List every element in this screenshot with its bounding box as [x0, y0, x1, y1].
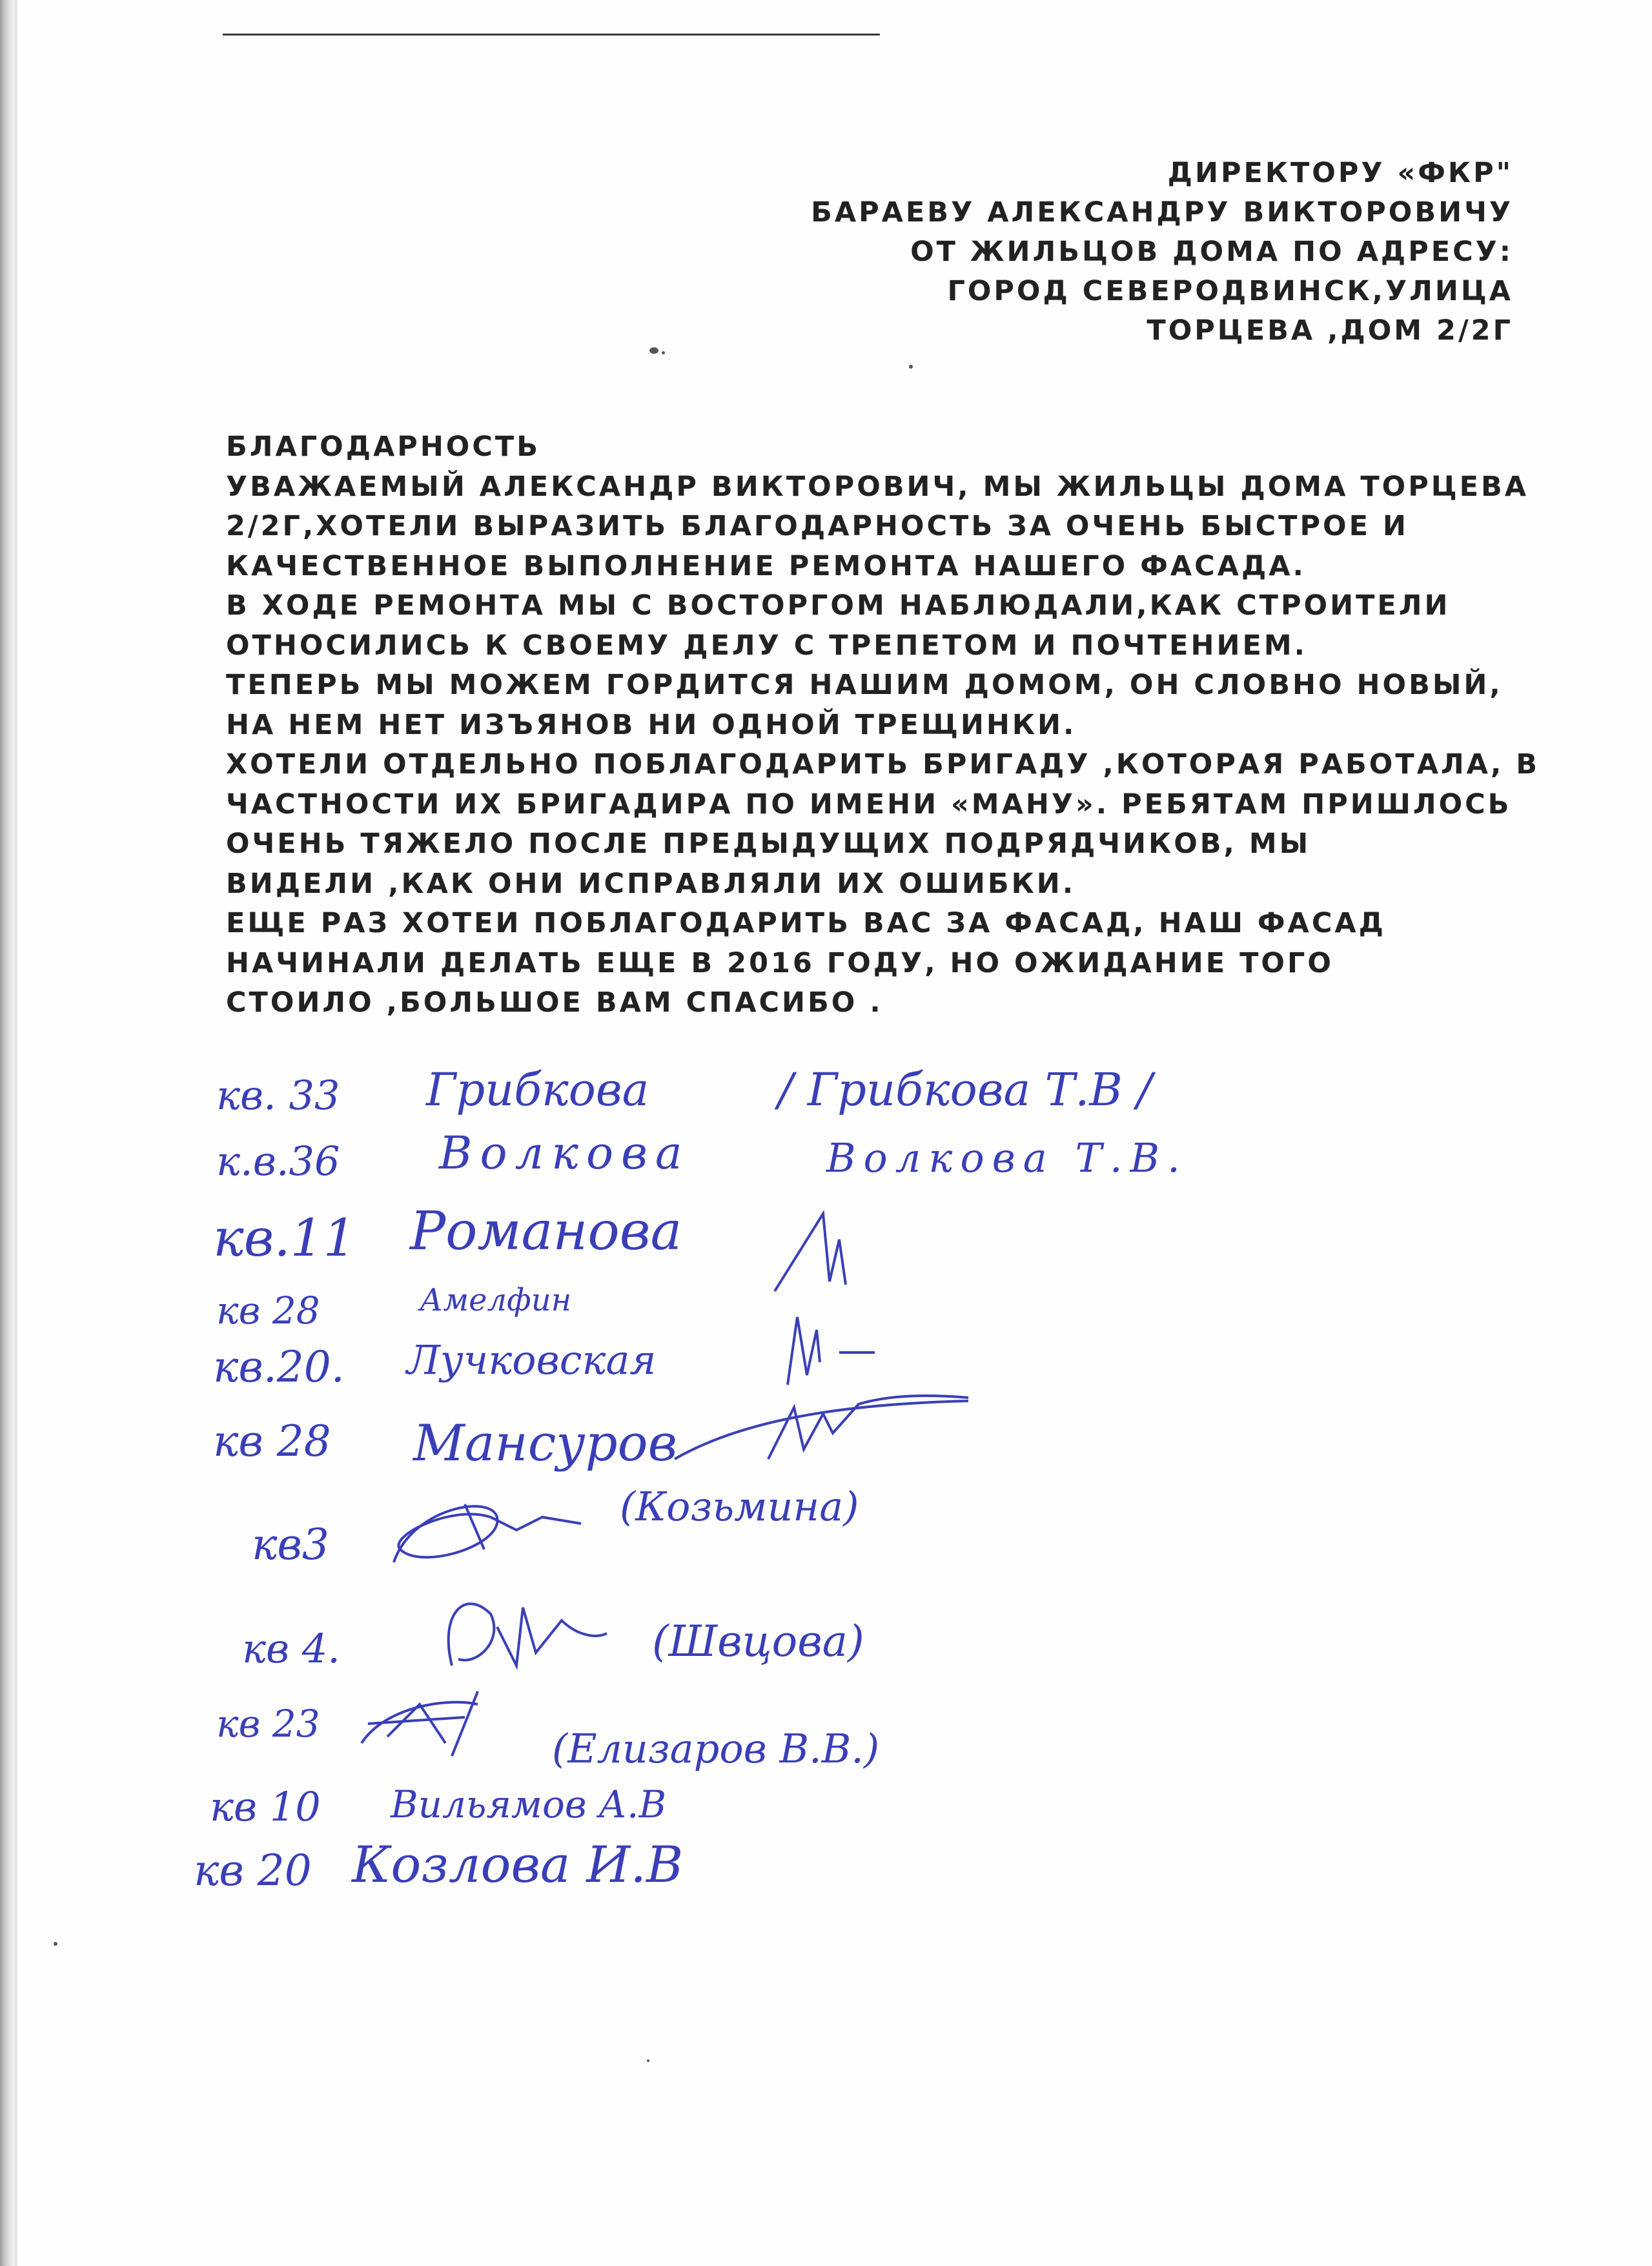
sig-apt: кв.20. [213, 1342, 345, 1392]
body-line: СТОИЛО ,БОЛЬШОЕ ВАМ СПАСИБО . [226, 986, 883, 1019]
addressee-line: БАРАЕВУ АЛЕКСАНДРУ ВИКТОРОВИЧУ [811, 196, 1513, 229]
sig-name: Романова [410, 1201, 682, 1262]
sig-name: Грибкова [426, 1063, 649, 1116]
body-line: ВИДЕЛИ ,КАК ОНИ ИСПРАВЛЯЛИ ИХ ОШИБКИ. [226, 867, 1076, 900]
body-line: НАЧИНАЛИ ДЕЛАТЬ ЕЩЕ В 2016 ГОДУ, НО ОЖИДАНИЕ ТОГО [226, 946, 1334, 979]
sig-apt: кв 10 [210, 1783, 321, 1830]
sig-apt: кв3 [252, 1520, 329, 1569]
signature-scribble [788, 1317, 875, 1385]
addressee-line: ГОРОД СЕВЕРОДВИНСК,УЛИЦА [947, 275, 1513, 307]
signature-scribble [675, 1396, 968, 1459]
body-line: 2/2Г,ХОТЕЛИ ВЫРАЗИТЬ БЛАГОДАРНОСТЬ ЗА ОЧЕНЬ БЫСТРОЕ И [226, 510, 1409, 542]
body-line: ТЕПЕРЬ МЫ МОЖЕМ ГОРДИТСЯ НАШИМ ДОМОМ, ОН СЛОВНО НОВЫЙ, [226, 669, 1503, 701]
sig-name: Козлова И.В [352, 1836, 684, 1894]
sig-name: Амелфин [420, 1282, 572, 1318]
sig-apt: кв 20 [194, 1846, 312, 1895]
body-line: ОТНОСИЛИСЬ К СВОЕМУ ДЕЛУ С ТРЕПЕТОМ И ПОЧТЕНИЕМ. [226, 629, 1307, 662]
sig-extra: (Козьмина) [620, 1483, 859, 1530]
addressee-line: ОТ ЖИЛЬЦОВ ДОМА ПО АДРЕСУ: [910, 236, 1513, 268]
signature-scribble [394, 1504, 581, 1562]
sig-name: Лучковская [407, 1336, 657, 1383]
sig-apt: к.в.36 [216, 1138, 340, 1185]
addressee-line: ДИРЕКТОРУ «ФКР" [1167, 157, 1513, 189]
body-line: ЕЩЕ РАЗ ХОТЕИ ПОБЛАГОДАРИТЬ ВАС ЗА ФАСАД, НАШ ФАСАД [226, 907, 1386, 939]
body-line: ЧАСТНОСТИ ИХ БРИГАДИРА ПО ИМЕНИ «МАНУ». РЕБЯТАМ ПРИШЛОСЬ [226, 788, 1512, 821]
sig-apt: кв 4. [242, 1625, 340, 1672]
sig-extra: (Елизаров В.В.) [552, 1725, 880, 1772]
signature-scribble [775, 1214, 846, 1291]
signature-scribble [449, 1604, 607, 1666]
body-line: В ХОДЕ РЕМОНТА МЫ С ВОСТОРГОМ НАБЛЮДАЛИ,КАК СТРОИТЕЛИ [226, 589, 1451, 622]
sig-apt: кв 28 [216, 1289, 320, 1332]
body-line: НА НЕМ НЕТ ИЗЪЯНОВ НИ ОДНОЙ ТРЕЩИНКИ. [226, 708, 1077, 741]
sig-name: Мансуров [413, 1414, 677, 1473]
signature-scribble [362, 1691, 478, 1756]
sig-extra: (Швцова) [652, 1617, 864, 1666]
sig-extra: Волкова Т.В. [826, 1134, 1188, 1181]
sig-extra: / Грибкова Т.В / [778, 1063, 1152, 1116]
addressee-line: ТОРЦЕВА ,ДОМ 2/2Г [1147, 314, 1513, 347]
body-line: УВАЖАЕМЫЙ АЛЕКСАНДР ВИКТОРОВИЧ, МЫ ЖИЛЬЦЫ ДОМА ТОРЦЕВА [226, 470, 1529, 503]
sig-name: Волкова [439, 1127, 690, 1179]
body-line: ХОТЕЛИ ОТДЕЛЬНО ПОБЛАГОДАРИТЬ БРИГАДУ ,КОТОРАЯ РАБОТАЛА, В [226, 748, 1540, 781]
letter-heading: БЛАГОДАРНОСТЬ [226, 431, 541, 463]
sig-apt: кв 23 [216, 1702, 320, 1746]
body-line: КАЧЕСТВЕННОЕ ВЫПОЛНЕНИЕ РЕМОНТА НАШЕГО ФАСАДА. [226, 549, 1306, 582]
sig-apt: кв.11 [213, 1208, 356, 1268]
sig-name: Вильямов А.В [391, 1782, 667, 1826]
sig-apt: кв. 33 [216, 1072, 340, 1119]
sig-apt: кв 28 [213, 1416, 331, 1466]
body-line: ОЧЕНЬ ТЯЖЕЛО ПОСЛЕ ПРЕДЫДУЩИХ ПОДРЯДЧИКОВ, МЫ [226, 828, 1311, 860]
